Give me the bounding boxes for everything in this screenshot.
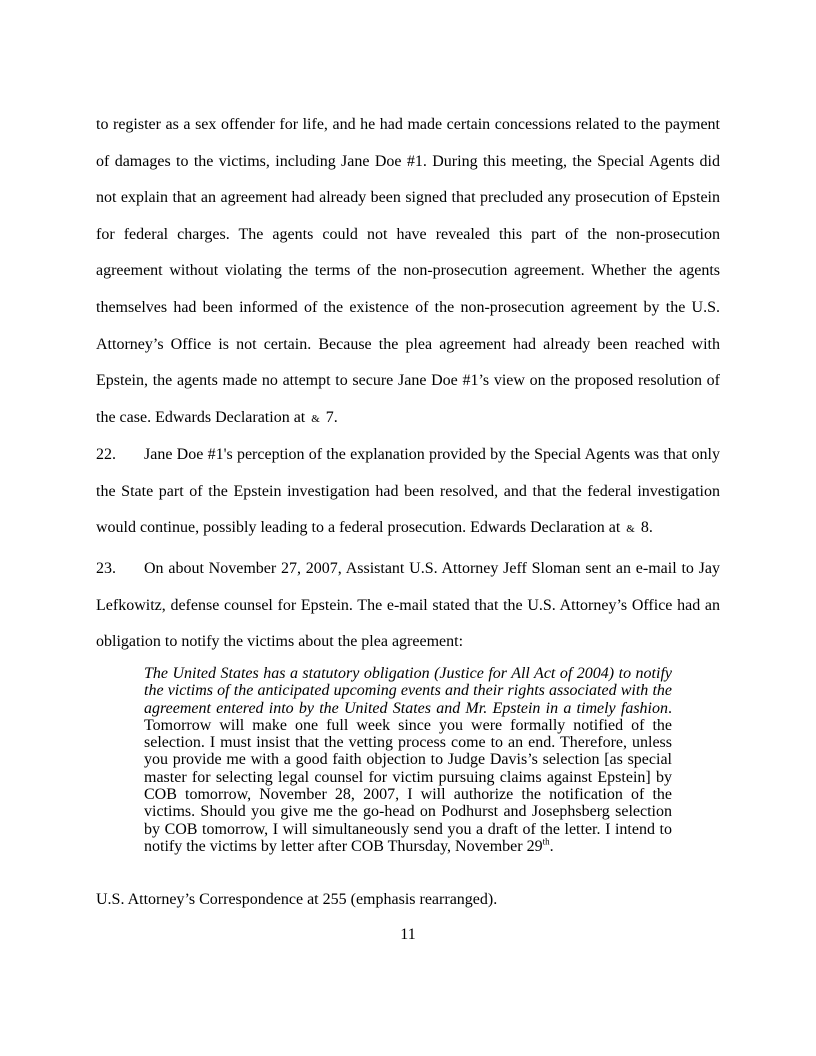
block-quote-italic: The United States has a statutory obligation (Justice for All Act of 2004) to notify the victims of the anticipated upcoming events and their rights associated with the agreement entered into by the United States and Mr. Epstein in a timely fashion bbox=[144, 665, 672, 717]
block-quote bbox=[144, 665, 672, 855]
section-symbol: & bbox=[626, 523, 635, 536]
paragraph-23 bbox=[96, 551, 720, 661]
paragraph-22-text: Jane Doe #1's perception of the explanation provided by the Special Agents was that only the State part of the Epstein investigation had been resolved, and that the federal investigation would continue, possibly leading to a federal prosecution. Edwards Declaration at bbox=[96, 446, 720, 537]
paragraph-23-text: On about November 27, 2007, Assistant U.S. Attorney Jeff Sloman sent an e-mail to Jay Lefkowitz, defense counsel for Epstein. The e-mail stated that the U.S. Attorney’s Office had an obligation to notify the victims about the plea agreement: bbox=[96, 560, 720, 651]
block-quote-end: . bbox=[549, 837, 554, 855]
paragraph-number: 22. bbox=[96, 446, 116, 463]
paragraph-22 bbox=[96, 437, 720, 548]
citation: U.S. Attorney’s Correspondence at 255 (emphasis rearranged). bbox=[96, 891, 498, 908]
section-symbol: & bbox=[311, 412, 320, 425]
paragraph-continued-end: 7. bbox=[321, 408, 338, 426]
block-quote-regular: . Tomorrow will make one full week since you were formally notified of the selection. I must insist that the vetting process come to an end. Therefore, unless you provide me with a good faith objection to Judge Davis’s selection [as special master for selecting legal counsel for victim pursuing claims against Epstein] by COB tomorrow, November 28, 2007, I will authorize the notification of the victims. Should you give me the go-head on Podhurst and Josephsberg selection by COB tomorrow, I will simultaneously send you a draft of the letter. I intend to notify the victims by letter after COB Thursday, November 29 bbox=[144, 699, 672, 855]
page-number: 11 bbox=[400, 926, 416, 943]
paragraph-continued bbox=[96, 107, 720, 437]
block-quote-superscript: th bbox=[542, 836, 550, 847]
paragraph-continued-text: to register as a sex offender for life, and he had made certain concessions related to the payment of damages to the victims, including Jane Doe #1. During this meeting, the Special Agents did not explain that an agreement had already been signed that precluded any prosecution of Epstein for federal charges. The agents could not have revealed this part of the non-prosecution agreement without violating the terms of the non-prosecution agreement. Whether the agents themselves had been informed of the existence of the non-prosecution agreement by the U.S. Attorney’s Office is not certain. Because the plea agreement had already been reached with Epstein, the agents made no attempt to secure Jane Doe #1’s view on the proposed resolution of the case. Edwards Declaration at bbox=[96, 116, 720, 426]
paragraph-number: 23. bbox=[96, 560, 116, 577]
paragraph-22-end: 8. bbox=[636, 519, 653, 537]
